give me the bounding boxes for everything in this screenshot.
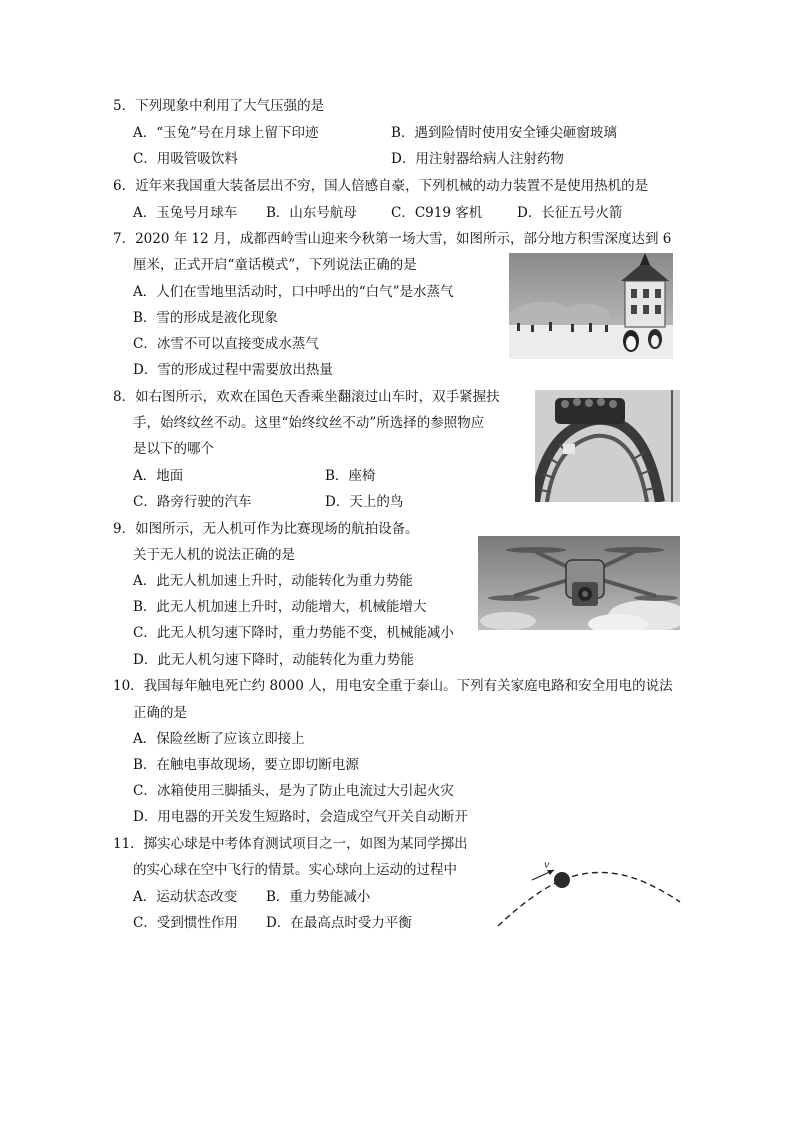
q9-option-b: B．此无人机加速上升时，动能增大，机械能增大 (133, 599, 427, 615)
q5-option-c: C．用吸管吸饮料 (133, 151, 238, 167)
q11-stem-line1: 11．掷实心球是中考体育测试项目之一，如图为某同学掷出 (113, 836, 468, 852)
q6-option-a: A．玉兔号月球车 (133, 205, 238, 221)
q7-option-a: A．人们在雪地里活动时，口中呼出的“白气”是水蒸气 (133, 284, 454, 300)
q11-option-d: D．在最高点时受力平衡 (266, 915, 412, 931)
q9-stem-line1: 9．如图所示，无人机可作为比赛现场的航拍设备。 (113, 521, 419, 537)
q8-option-b: B．座椅 (325, 468, 376, 484)
q5-option-d: D．用注射器给病人注射药物 (391, 151, 564, 167)
q10-stem-line2: 正确的是 (133, 705, 187, 721)
q10-option-d: D．用电器的开关发生短路时，会造成空气开关自动断开 (133, 809, 468, 825)
q9-option-d: D．此无人机匀速下降时，动能转化为重力势能 (133, 652, 414, 668)
ball-trajectory-diagram (494, 852, 684, 932)
q7-stem-line1: 7．2020 年 12 月，成都西岭雪山迎来今秋第一场大雪，如图所示，部分地方积雪深度达到 6 (113, 231, 672, 247)
q6-option-d: D．长征五号火箭 (517, 205, 623, 221)
q10-option-a: A．保险丝断了应该立即接上 (133, 731, 305, 747)
q11-option-c: C．受到惯性作用 (133, 915, 238, 931)
q11-option-a: A．运动状态改变 (133, 889, 238, 905)
q10-option-b: B．在触电事故现场，要立即切断电源 (133, 757, 359, 773)
q7-stem-line2: 厘米，正式开启“童话模式”，下列说法正确的是 (133, 257, 417, 273)
q5-option-b: B．遇到险情时使用安全锤尖砸窗玻璃 (391, 125, 617, 141)
q8-option-a: A．地面 (133, 468, 184, 484)
q10-stem-line1: 10．我国每年触电死亡约 8000 人，用电安全重于泰山。下列有关家庭电路和安全用电的说法 (113, 678, 673, 694)
q11-option-b: B．重力势能减小 (266, 889, 371, 905)
q9-stem-line2: 关于无人机的说法正确的是 (133, 547, 295, 563)
q9-option-a: A．此无人机加速上升时，动能转化为重力势能 (133, 573, 413, 589)
q6-option-c: C．C919 客机 (391, 205, 483, 221)
snow-scene-photo (509, 253, 673, 359)
q8-stem-line2: 手，始终纹丝不动。这里“始终纹丝不动”所选择的参照物应 (133, 415, 485, 431)
q11-stem-line2: 的实心球在空中飞行的情景。实心球向上运动的过程中 (133, 862, 457, 878)
q5-stem: 5．下列现象中利用了大气压强的是 (113, 98, 325, 114)
q8-option-d: D．天上的鸟 (325, 494, 404, 510)
q7-option-c: C．冰雪不可以直接变成水蒸气 (133, 336, 319, 352)
q8-stem-line1: 8．如右图所示，欢欢在国色天香乘坐翻滚过山车时，双手紧握扶 (113, 389, 500, 405)
q7-option-d: D．雪的形成过程中需要放出热量 (133, 362, 333, 378)
velocity-label: v (544, 857, 550, 871)
q8-stem-line3: 是以下的哪个 (133, 441, 214, 457)
q6-stem: 6．近年来我国重大装备层出不穷，国人倍感自豪，下列机械的动力装置不是使用热机的是 (113, 178, 649, 194)
q5-option-a: A．“玉兔”号在月球上留下印迹 (133, 125, 319, 141)
q9-option-c: C．此无人机匀速下降时，重力势能不变，机械能减小 (133, 625, 454, 641)
q7-option-b: B．雪的形成是液化现象 (133, 310, 278, 326)
q6-option-b: B．山东号航母 (266, 205, 357, 221)
drone-photo (478, 536, 680, 630)
q10-option-c: C．冰箱使用三脚插头，是为了防止电流过大引起火灾 (133, 783, 454, 799)
q8-option-c: C．路旁行驶的汽车 (133, 494, 252, 510)
roller-coaster-photo (535, 390, 680, 502)
